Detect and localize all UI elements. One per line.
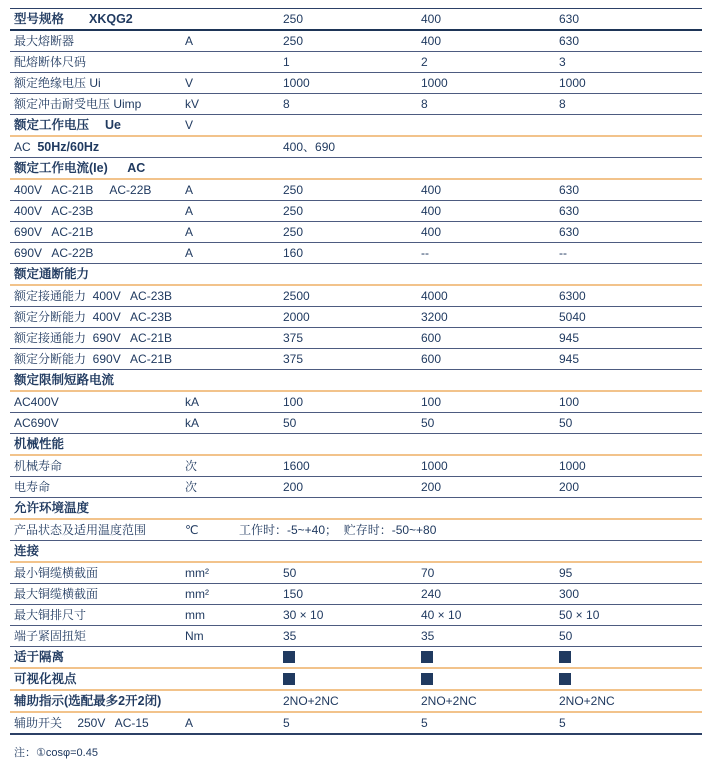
row-unit: mm² (182, 562, 280, 584)
row-label-text: 最大熔断器 (14, 34, 75, 48)
section-row (10, 498, 702, 520)
row-label (10, 455, 182, 477)
row-value (556, 158, 702, 180)
row-value: 5 (280, 712, 418, 734)
row-value (280, 541, 418, 563)
row-label (10, 9, 182, 31)
row-value (418, 668, 556, 690)
row-label (10, 434, 182, 456)
check-square-icon (283, 651, 295, 663)
row-value: 600 (418, 349, 556, 370)
row-unit: A (182, 179, 280, 201)
row-unit (182, 328, 280, 349)
row-value: 1000 (418, 73, 556, 94)
section-row (10, 541, 702, 563)
row-label-text: 产品状态及适用温度范围 (14, 523, 147, 537)
check-square-icon (421, 651, 433, 663)
check-square-icon (421, 673, 433, 685)
row-value: 50 × 10 (556, 605, 702, 626)
row-label (10, 370, 182, 392)
row-label (10, 668, 182, 690)
row-value: 8 (556, 94, 702, 115)
row-label-text: 最小铜缆横截面 (14, 566, 99, 580)
row-label-text: 690V AC-21B (14, 225, 94, 239)
row-value (280, 498, 418, 520)
row-value: 2000 (280, 307, 418, 328)
row-value: 50 (556, 413, 702, 434)
row-value: 200 (280, 477, 418, 498)
row-label-text: 额定绝缘电压 Ui (14, 76, 101, 90)
section-row (10, 690, 702, 712)
row-unit (182, 690, 280, 712)
row-value (556, 115, 702, 137)
table-row (10, 605, 702, 626)
row-label-prefix: AC (14, 139, 38, 154)
row-unit: mm² (182, 584, 280, 605)
row-label-text: 额定接通能力 400V AC-23B (14, 289, 173, 303)
spec-table-body (10, 9, 702, 735)
row-value: 250 (280, 179, 418, 201)
row-label-text: 50Hz/60Hz (37, 139, 100, 154)
row-value: 250 (280, 9, 418, 31)
row-label-text: 最大铜缆横截面 (14, 587, 99, 601)
table-row (10, 391, 702, 413)
row-value: 400 (418, 9, 556, 31)
row-unit: kA (182, 413, 280, 434)
row-unit: 次 (182, 455, 280, 477)
row-unit (182, 136, 280, 158)
row-value: 400 (418, 179, 556, 201)
row-value: 100 (280, 391, 418, 413)
row-label-text: AC690V (14, 416, 59, 430)
row-value: 2NO+2NC (418, 690, 556, 712)
row-unit: A (182, 30, 280, 52)
row-value: 5 (418, 712, 556, 734)
row-value: 945 (556, 349, 702, 370)
row-label-text: 连接 (14, 543, 40, 558)
table-row (10, 455, 702, 477)
row-unit (182, 498, 280, 520)
row-label-text: 配熔断体尺码 (14, 55, 87, 69)
row-label (10, 201, 182, 222)
row-value: 400 (418, 222, 556, 243)
row-label (10, 413, 182, 434)
row-label-text: 辅助开关 250V AC-15 (14, 716, 149, 730)
section-row (10, 264, 702, 286)
row-unit: A (182, 222, 280, 243)
row-value (556, 647, 702, 669)
row-value: 250 (280, 222, 418, 243)
section-row (10, 434, 702, 456)
row-value: 1 (280, 52, 418, 73)
row-label-text: 额定工作电压 Ue (14, 117, 121, 132)
row-label (10, 115, 182, 137)
section-row (10, 668, 702, 690)
table-row (10, 349, 702, 370)
row-label (10, 541, 182, 563)
row-unit (182, 264, 280, 286)
row-value (418, 370, 556, 392)
row-value: -- (556, 243, 702, 264)
row-label-text: 400V AC-23B (14, 204, 94, 218)
row-label (10, 94, 182, 115)
section-row (10, 136, 702, 158)
row-label-text: 辅助指示(选配最多2开2闭) (14, 693, 162, 708)
row-value (556, 434, 702, 456)
row-label (10, 285, 182, 307)
row-value (418, 434, 556, 456)
row-value: 200 (418, 477, 556, 498)
row-value: 6300 (556, 285, 702, 307)
row-span-value: 400、690 (280, 136, 702, 158)
row-value: 1000 (280, 73, 418, 94)
row-unit (182, 668, 280, 690)
row-value: 5040 (556, 307, 702, 328)
row-label-text: 端子紧固扭矩 (14, 629, 87, 643)
row-unit: ℃ (182, 519, 280, 541)
row-label (10, 158, 182, 180)
row-value: 200 (556, 477, 702, 498)
row-value: 1000 (418, 455, 556, 477)
row-value: 30 × 10 (280, 605, 418, 626)
row-value: 2NO+2NC (556, 690, 702, 712)
row-unit (182, 541, 280, 563)
row-value: 35 (280, 626, 418, 647)
row-value: 400 (418, 30, 556, 52)
row-label (10, 477, 182, 498)
row-value: 50 (280, 562, 418, 584)
row-label (10, 562, 182, 584)
row-label (10, 307, 182, 328)
row-value: 375 (280, 349, 418, 370)
row-value: 5 (556, 712, 702, 734)
row-label (10, 498, 182, 520)
row-label-text: 机械寿命 (14, 459, 63, 473)
row-value (556, 668, 702, 690)
row-label (10, 179, 182, 201)
row-unit: V (182, 115, 280, 137)
row-unit (182, 285, 280, 307)
row-label-text: 最大铜排尺寸 (14, 608, 87, 622)
section-row (10, 647, 702, 669)
row-value: 50 (556, 626, 702, 647)
row-label (10, 30, 182, 52)
row-unit (182, 647, 280, 669)
table-row (10, 285, 702, 307)
row-unit (182, 9, 280, 31)
row-value (418, 647, 556, 669)
row-label-text: 型号规格 XKQG2 (14, 11, 133, 26)
row-label-text: 额定工作电流(Ie) AC (14, 160, 146, 175)
row-unit (182, 52, 280, 73)
row-value (280, 668, 418, 690)
footnote: 注：①cosφ=0.45 (14, 747, 98, 759)
row-value (418, 264, 556, 286)
row-value: 630 (556, 179, 702, 201)
row-label-text: 机械性能 (14, 436, 65, 451)
row-value: 3200 (418, 307, 556, 328)
row-label-text: 额定分断能力 690V AC-21B (14, 352, 173, 366)
row-value: 630 (556, 30, 702, 52)
row-unit: V (182, 73, 280, 94)
row-label-text: 690V AC-22B (14, 246, 94, 260)
row-value: 40 × 10 (418, 605, 556, 626)
row-unit: Nm (182, 626, 280, 647)
row-value: 8 (418, 94, 556, 115)
row-value: -- (418, 243, 556, 264)
row-label-text: 额定接通能力 690V AC-21B (14, 331, 173, 345)
section-row (10, 9, 702, 31)
row-value (418, 541, 556, 563)
table-row (10, 519, 702, 541)
row-label (10, 712, 182, 734)
row-label (10, 605, 182, 626)
row-value: 250 (280, 201, 418, 222)
row-value: 2 (418, 52, 556, 73)
row-value: 95 (556, 562, 702, 584)
table-row (10, 626, 702, 647)
row-value (280, 158, 418, 180)
row-value: 300 (556, 584, 702, 605)
row-label-text: 400V AC-21B AC-22B (14, 183, 152, 197)
row-value (280, 434, 418, 456)
row-value: 1600 (280, 455, 418, 477)
row-label-text: 额定冲击耐受电压 Uimp (14, 97, 142, 111)
table-row (10, 562, 702, 584)
row-value: 3 (556, 52, 702, 73)
row-unit: A (182, 201, 280, 222)
row-label-text: 额定分断能力 400V AC-23B (14, 310, 173, 324)
row-value: 375 (280, 328, 418, 349)
row-unit (182, 370, 280, 392)
row-value: 150 (280, 584, 418, 605)
row-value: 600 (418, 328, 556, 349)
row-span-value: 工作时：-5~+40； 贮存时：-50~+80 (280, 519, 702, 541)
row-value (280, 115, 418, 137)
row-value: 70 (418, 562, 556, 584)
row-value: 35 (418, 626, 556, 647)
row-label (10, 349, 182, 370)
row-unit (182, 307, 280, 328)
row-value: 400 (418, 201, 556, 222)
row-value (418, 158, 556, 180)
row-label (10, 584, 182, 605)
row-value: 2500 (280, 285, 418, 307)
check-square-icon (559, 651, 571, 663)
table-row (10, 712, 702, 734)
row-value (556, 541, 702, 563)
check-square-icon (559, 673, 571, 685)
row-unit: mm (182, 605, 280, 626)
row-label-text: 额定限制短路电流 (14, 372, 115, 387)
row-value (556, 498, 702, 520)
row-label (10, 690, 182, 712)
row-label (10, 328, 182, 349)
row-label (10, 73, 182, 94)
check-square-icon (283, 673, 295, 685)
table-row (10, 73, 702, 94)
table-row (10, 30, 702, 52)
row-value: 630 (556, 201, 702, 222)
row-label (10, 243, 182, 264)
row-label-text: 额定通断能力 (14, 266, 90, 281)
row-label (10, 222, 182, 243)
row-unit: kV (182, 94, 280, 115)
row-label (10, 519, 182, 541)
spec-table (10, 8, 702, 735)
table-row (10, 477, 702, 498)
row-value: 50 (280, 413, 418, 434)
row-unit: kA (182, 391, 280, 413)
row-unit: 次 (182, 477, 280, 498)
row-unit: A (182, 243, 280, 264)
row-unit (182, 349, 280, 370)
row-value: 240 (418, 584, 556, 605)
row-label (10, 136, 182, 158)
table-row (10, 94, 702, 115)
row-value (280, 264, 418, 286)
row-unit (182, 434, 280, 456)
row-label-text: AC400V (14, 395, 59, 409)
row-value: 250 (280, 30, 418, 52)
row-value: 100 (418, 391, 556, 413)
row-value: 630 (556, 222, 702, 243)
row-value: 100 (556, 391, 702, 413)
row-value (418, 498, 556, 520)
row-value (418, 115, 556, 137)
table-row (10, 201, 702, 222)
row-label-text: 适于隔离 (14, 649, 65, 664)
section-row (10, 115, 702, 137)
row-unit (182, 158, 280, 180)
row-label (10, 647, 182, 669)
row-label (10, 52, 182, 73)
row-label-text: 允许环境温度 (14, 500, 90, 515)
table-row (10, 52, 702, 73)
row-value: 2NO+2NC (280, 690, 418, 712)
row-value: 160 (280, 243, 418, 264)
row-value: 4000 (418, 285, 556, 307)
table-row (10, 584, 702, 605)
row-value: 50 (418, 413, 556, 434)
row-value: 945 (556, 328, 702, 349)
row-label-text: 电寿命 (14, 480, 51, 494)
row-unit: A (182, 712, 280, 734)
table-row (10, 179, 702, 201)
row-label (10, 391, 182, 413)
table-row (10, 243, 702, 264)
row-value (280, 370, 418, 392)
table-row (10, 328, 702, 349)
row-value: 630 (556, 9, 702, 31)
section-row (10, 370, 702, 392)
row-value: 8 (280, 94, 418, 115)
row-label (10, 264, 182, 286)
row-value (556, 370, 702, 392)
table-row (10, 413, 702, 434)
row-value: 1000 (556, 455, 702, 477)
row-label-text: 可视化视点 (14, 671, 77, 686)
row-label (10, 626, 182, 647)
row-value (280, 647, 418, 669)
table-row (10, 307, 702, 328)
section-row (10, 158, 702, 180)
table-row (10, 222, 702, 243)
row-value: 1000 (556, 73, 702, 94)
row-value (556, 264, 702, 286)
